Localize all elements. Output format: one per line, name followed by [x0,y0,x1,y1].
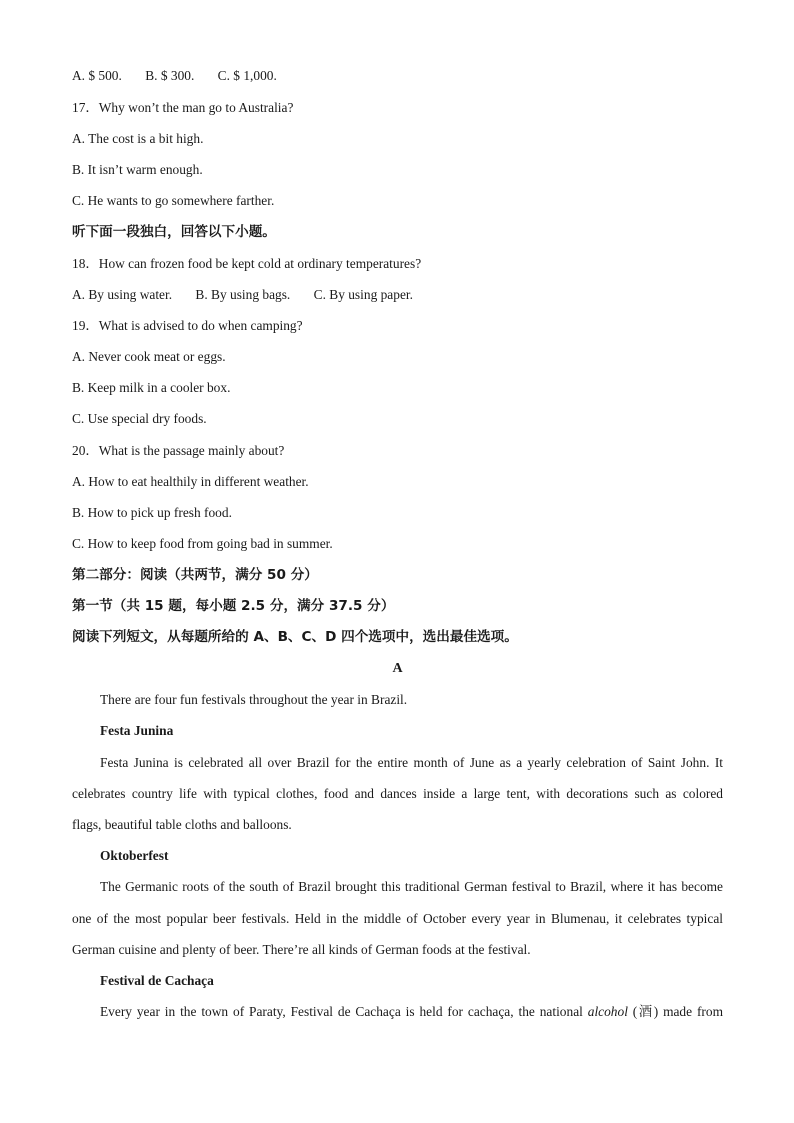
q16-option-c: C. $ 1,000. [217,68,277,83]
reading-instruction: 阅读下列短文，从每题所给的 A、B、C、D 四个选项中，选出最佳选项。 [72,629,518,645]
festa-junina-line-2: celebrates country life with typical clothes, food and dances inside a large tent, with decorations such as colored [72,786,723,801]
monologue-instruction: 听下面一段独白，回答以下小题。 [72,224,276,240]
q19-option-c: C. Use special dry foods. [72,411,207,426]
festa-junina-line-3: flags, beautiful table cloths and balloons. [72,817,292,832]
passage-intro: There are four fun festivals throughout the year in Brazil. [100,692,408,707]
festa-junina-line-1: Festa Junina is celebrated all over Brazil for the entire month of June as a yearly celebration of Saint John. It [100,755,723,770]
q18-question: 18．How can frozen food be kept cold at ordinary temperatures? [72,256,422,271]
q19-option-a: A. Never cook meat or eggs. [72,349,226,364]
cachaca-line-1-pre: Every year in the town of Paraty, Festival de Cachaça is held for cachaça, the national [100,1004,588,1019]
festival-heading-festa-junina: Festa Junina [100,723,174,738]
section1-heading: 第一节（共 15 题，每小题 2.5 分，满分 37.5 分） [72,598,395,614]
q17-option-c: C. He wants to go somewhere farther. [72,193,275,208]
q18-option-c: C. By using paper. [313,287,413,302]
passage-label: A [392,661,403,676]
q16-option-a: A. $ 500. [72,68,122,83]
q20-question: 20．What is the passage mainly about? [72,443,285,458]
festival-heading-cachaca: Festival de Cachaça [100,973,214,988]
q17-option-b: B. It isn’t warm enough. [72,162,203,177]
q18-option-a: A. By using water. [72,287,173,302]
q19-question: 19．What is advised to do when camping? [72,318,303,333]
q17-question: 17．Why won’t the man go to Australia? [72,100,294,115]
festival-heading-oktoberfest: Oktoberfest [100,848,169,863]
q18-option-b: B. By using bags. [195,287,291,302]
q17-option-a: A. The cost is a bit high. [72,131,204,146]
part2-heading: 第二部分：阅读（共两节，满分 50 分） [72,567,318,583]
q20-option-c: C. How to keep food from going bad in summer. [72,536,333,551]
oktoberfest-line-3: German cuisine and plenty of beer. There’re all kinds of German foods at the festival. [72,942,531,957]
q16-option-b: B. $ 300. [145,68,195,83]
q20-option-a: A. How to eat healthily in different weather. [72,474,309,489]
q16-options [72,67,723,85]
cachaca-alcohol-word: alcohol [587,1004,628,1019]
oktoberfest-line-1: The Germanic roots of the south of Brazil brought this traditional German festival to Brazil, where it has become [100,879,723,894]
q18-options [72,286,723,304]
cachaca-line-1-post: (酒) made from [627,1004,723,1019]
q20-option-b: B. How to pick up fresh food. [72,505,232,520]
q19-option-b: B. Keep milk in a cooler box. [72,380,231,395]
oktoberfest-line-2: one of the most popular beer festivals. Held in the middle of October every year in Blumenau, it celebrates typical [72,911,723,926]
cachaca-line-1 [100,1003,723,1021]
